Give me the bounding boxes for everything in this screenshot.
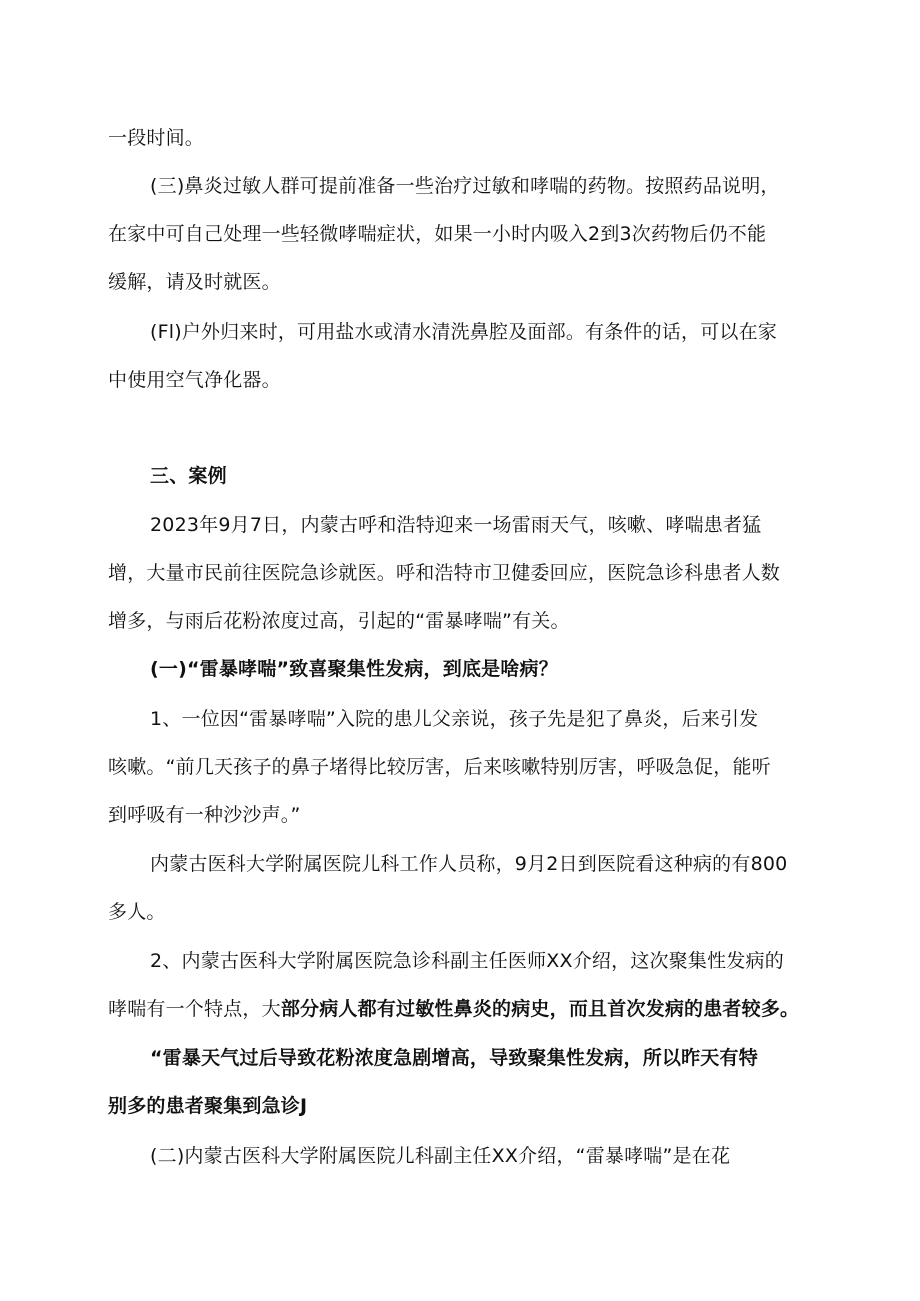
text-line-18-bold: 部分病人都有过敏性鼻炎的病史，而且首次发病的患者较多。 [280, 998, 800, 1020]
text-line-13: 咳嗽。“前几天孩子的鼻子堵得比较厉害，后来咳嗽特别厉害，呼吸急促，能听 [108, 756, 771, 778]
section-heading: 三、案例 [150, 465, 227, 487]
text-line-17: 2、内蒙古医科大学附属医院急诊科副主任医师XX介绍，这次聚集性发病的 [150, 950, 784, 972]
text-line-8: 2023年9月7日，内蒙古呼和浩特迎来一场雷雨天气，咳嗽、哮喘患者猛 [150, 514, 762, 536]
text-line-3: 在家中可自己处理一些轻微哮喘症状，如果一小时内吸入2到3次药物后仍不能 [108, 223, 767, 245]
text-line-22: (二)内蒙古医科大学附属医院儿科副主任XX介绍，“雷暴哮喘”是在花 [150, 1145, 731, 1167]
text-line-1: 一段时间。 [108, 127, 205, 149]
text-line-4: 缓解，请及时就医。 [108, 271, 281, 293]
text-line-14: 到呼吸有一种沙沙声。” [108, 804, 301, 826]
text-line-2: (三)鼻炎过敏人群可提前准备一些治疗过敏和哮喘的药物。按照药品说明， [150, 175, 780, 197]
text-line-5: (Fl)户外归来时，可用盐水或清水清洗鼻腔及面部。有条件的话，可以在家 [150, 321, 778, 343]
text-line-10: 增多，与雨后花粉浓度过高，引起的“雷暴哮喘”有关。 [108, 610, 570, 632]
text-line-18 [108, 995, 813, 1023]
text-line-16: 多人。 [108, 901, 166, 923]
text-line-9: 增，大量市民前往医院急诊就医。呼和浩特市卫健委回应，医院急诊科患者人数 [108, 562, 781, 584]
text-line-6: 中使用空气净化器。 [108, 369, 281, 391]
subheading-line: (一)“雷暴哮喘”致喜聚集性发病，到底是啥病？ [150, 658, 558, 680]
text-line-12: 1、一位因“雷暴哮喘”入院的患儿父亲说，孩子先是犯了鼻炎，后来引发 [150, 708, 759, 730]
text-line-18-normal: 哮喘有一个特点，大 [108, 998, 281, 1020]
bold-quote-line-2: 别多的患者聚集到急诊J [108, 1095, 308, 1117]
text-line-15: 内蒙古医科大学附属医院儿科工作人员称，9月2日到医院看这种病的有800 [150, 853, 788, 875]
bold-quote-line-1: “雷暴天气过后导致花粉浓度急剧增高，导致聚集性发病，所以昨天有特 [150, 1047, 758, 1069]
